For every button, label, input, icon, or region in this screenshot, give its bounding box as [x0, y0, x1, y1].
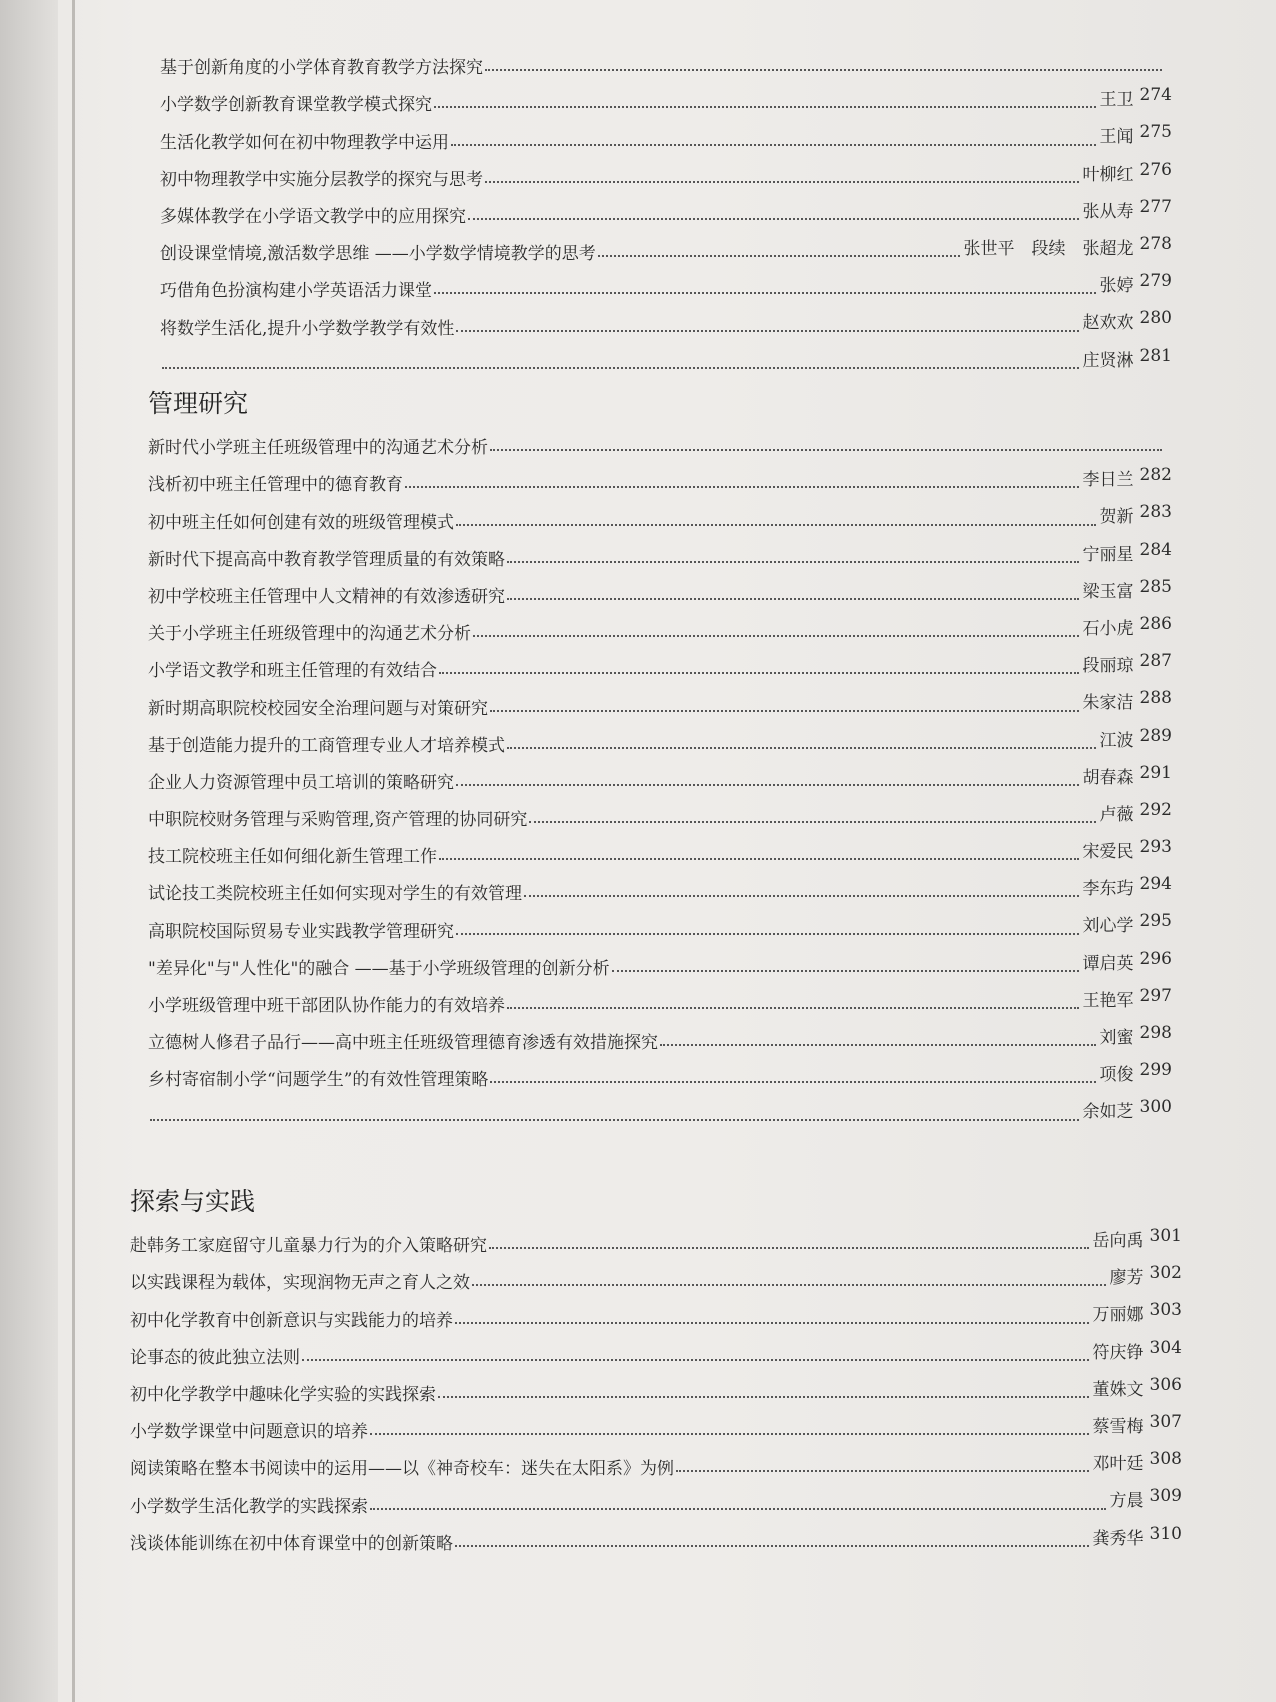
entry-title: 技工院校班主任如何细化新生管理工作 — [148, 847, 437, 868]
toc-entry — [130, 1222, 1182, 1259]
entry-author: 朱家洁 — [1082, 693, 1134, 714]
entry-author: 叶柳红 — [1082, 164, 1134, 185]
dot-leader — [473, 635, 1079, 637]
entry-author: 董姝文 — [1092, 1379, 1144, 1400]
entry-page-number: 304 — [1149, 1337, 1182, 1358]
toc-entry — [148, 1056, 1172, 1093]
entry-meta — [1083, 1093, 1172, 1122]
entry-page-number: 276 — [1139, 159, 1172, 180]
toc-entry — [148, 424, 1172, 461]
dot-leader — [370, 1508, 1106, 1510]
toc-entry — [148, 907, 1172, 944]
entry-meta — [1100, 81, 1172, 110]
toc-entry — [148, 1093, 1172, 1130]
dot-leader — [507, 598, 1079, 600]
dot-leader — [490, 710, 1079, 712]
entry-title: 初中班主任如何创建有效的班级管理模式 — [148, 512, 454, 533]
entry-meta — [1083, 304, 1172, 333]
entry-meta — [1100, 118, 1172, 147]
toc-entry — [148, 647, 1172, 684]
toc-entry — [148, 759, 1172, 796]
entry-author: 余如芝 — [1082, 1102, 1134, 1123]
entry-title: 浅析初中班主任管理中的德育教育 — [148, 475, 403, 496]
entry-title: 小学数学课堂中问题意识的培养 — [130, 1422, 368, 1443]
dot-leader — [489, 1247, 1089, 1249]
entry-page-number: 308 — [1149, 1449, 1182, 1470]
entry-meta — [1110, 1482, 1182, 1511]
toc-entry — [160, 304, 1172, 341]
dot-leader — [612, 970, 1079, 972]
entry-author: 段丽琼 — [1082, 656, 1134, 677]
entry-title: 生活化教学如何在初中物理教学中运用 — [160, 132, 449, 153]
dot-leader — [438, 1396, 1089, 1398]
toc-entry — [130, 1334, 1182, 1371]
entry-page-number: 299 — [1139, 1060, 1172, 1081]
entry-page-number: 309 — [1149, 1486, 1182, 1507]
entry-title: 基于创造能力提升的工商管理专业人才培养模式 — [148, 735, 505, 756]
entry-title: 新时代小学班主任班级管理中的沟通艺术分析 — [148, 438, 488, 459]
dot-leader — [455, 1545, 1089, 1547]
entry-title: "差异化"与"人性化"的融合 ——基于小学班级管理的创新分析 — [148, 958, 610, 979]
entry-author: 宁丽星 — [1082, 544, 1134, 565]
entry-meta — [1083, 759, 1172, 788]
entry-title: 论事态的彼此独立法则 — [130, 1347, 300, 1368]
dot-leader — [456, 330, 1078, 332]
entry-meta — [1083, 193, 1172, 222]
entry-meta — [1083, 461, 1172, 490]
entry-page-number: 298 — [1139, 1023, 1172, 1043]
dot-leader — [456, 784, 1079, 786]
dot-leader — [490, 1081, 1095, 1083]
entry-page-number: 294 — [1139, 874, 1172, 895]
entry-meta — [1100, 796, 1172, 825]
dot-leader — [150, 1119, 1079, 1121]
entry-title: 中职院校财务管理与采购管理,资产管理的协同研究 — [148, 810, 528, 831]
entry-page-number: 281 — [1139, 345, 1172, 366]
toc-entry — [160, 267, 1172, 304]
entry-page-number: 287 — [1139, 651, 1172, 672]
entry-author: 岳向禹 — [1092, 1231, 1144, 1251]
entry-meta — [1083, 342, 1172, 371]
dot-leader — [529, 821, 1095, 823]
entry-title: 基于创新角度的小学体育教育教学方法探究 — [160, 58, 483, 79]
entry-meta — [1083, 945, 1172, 974]
entry-title: 立德树人修君子品行——高中班主任班级管理德育渗透有效措施探究 — [148, 1033, 658, 1054]
entry-meta — [1093, 1520, 1182, 1549]
entry-page-number: 292 — [1139, 799, 1172, 820]
entry-meta — [1100, 1019, 1172, 1048]
toc-entry — [130, 1482, 1182, 1519]
entry-author: 廖芳 — [1109, 1268, 1144, 1289]
toc-section-practice — [130, 1182, 1182, 1557]
entry-author: 张世平 段续 张超龙 — [963, 238, 1134, 259]
dot-leader — [451, 144, 1096, 146]
toc-entry — [160, 230, 1172, 267]
entry-page-number: 310 — [1149, 1523, 1182, 1544]
entry-meta — [1083, 870, 1172, 899]
toc-entry — [148, 1019, 1172, 1056]
entry-meta — [1083, 536, 1172, 565]
entry-meta — [1083, 982, 1172, 1011]
toc-entry — [148, 498, 1172, 535]
dot-leader — [405, 486, 1079, 488]
entry-author: 李东玙 — [1082, 879, 1134, 900]
entry-page-number: 295 — [1139, 911, 1172, 932]
entry-meta — [1093, 1334, 1182, 1363]
entry-meta — [1093, 1445, 1182, 1474]
entry-page-number: 278 — [1139, 233, 1172, 254]
entry-title: 初中化学教学中趣味化学实验的实践探索 — [130, 1384, 436, 1405]
entry-author: 贺新 — [1099, 507, 1134, 528]
entry-title: 试论技工类院校班主任如何实现对学生的有效管理 — [148, 884, 522, 905]
dot-leader — [485, 69, 1162, 71]
toc-entry — [148, 610, 1172, 647]
toc-entry — [148, 833, 1172, 870]
entry-page-number: 296 — [1139, 948, 1172, 969]
entry-author: 江波 — [1099, 730, 1134, 751]
toc-entry — [160, 118, 1172, 155]
entry-author: 蔡雪梅 — [1092, 1416, 1144, 1437]
dot-leader — [434, 292, 1096, 294]
toc-entry — [130, 1259, 1182, 1296]
dot-leader — [456, 933, 1079, 935]
toc-section-teaching — [160, 44, 1172, 379]
entry-page-number: 284 — [1139, 539, 1172, 560]
toc-entry — [148, 722, 1172, 759]
entry-page-number: 297 — [1139, 985, 1172, 1006]
toc-entry — [148, 870, 1172, 907]
entry-page-number: 285 — [1139, 576, 1172, 597]
entry-title: 赴韩务工家庭留守儿童暴力行为的介入策略研究 — [130, 1236, 487, 1257]
toc-entry — [160, 81, 1172, 118]
dot-leader — [455, 1322, 1089, 1324]
entry-author: 张婷 — [1099, 276, 1134, 297]
entry-title: 巧借角色扮演构建小学英语活力课堂 — [160, 281, 432, 302]
dot-leader — [524, 895, 1079, 897]
toc-entry — [130, 1520, 1182, 1557]
entry-page-number: 275 — [1139, 122, 1172, 143]
toc-section-management — [148, 384, 1172, 1131]
entry-page-number: 289 — [1139, 725, 1172, 746]
entry-meta — [1166, 44, 1172, 48]
dot-leader — [676, 1470, 1089, 1472]
dot-leader — [456, 524, 1096, 526]
entry-page-number: 286 — [1139, 613, 1172, 634]
toc-entry — [130, 1408, 1182, 1445]
entry-page-number: 280 — [1139, 308, 1172, 329]
entry-title: 小学语文教学和班主任管理的有效结合 — [148, 661, 437, 682]
toc-entry — [160, 156, 1172, 193]
entry-meta — [1083, 647, 1172, 676]
entry-page-number: 307 — [1149, 1411, 1182, 1432]
entry-title: 初中学校班主任管理中人文精神的有效渗透研究 — [148, 586, 505, 607]
entry-meta — [1100, 1056, 1172, 1085]
dot-leader — [468, 218, 1079, 220]
entry-author: 石小虎 — [1082, 618, 1134, 639]
toc-entry — [148, 982, 1172, 1019]
toc-entry — [148, 796, 1172, 833]
entry-title: 初中物理教学中实施分层教学的探究与思考 — [160, 169, 483, 190]
entry-meta — [1083, 610, 1172, 639]
entry-page-number: 302 — [1149, 1263, 1182, 1284]
dot-leader — [507, 747, 1096, 749]
entry-author: 刘心学 — [1082, 916, 1134, 937]
entry-title: 初中化学教育中创新意识与实践能力的培养 — [130, 1310, 453, 1331]
entry-author: 万丽娜 — [1092, 1305, 1144, 1326]
entry-meta — [1093, 1408, 1182, 1437]
toc-entry — [130, 1296, 1182, 1333]
entry-author: 卢薇 — [1099, 804, 1134, 825]
dot-leader — [507, 1007, 1079, 1009]
entry-title: 新时代下提高高中教育教学管理质量的有效策略 — [148, 549, 505, 570]
entry-page-number: 301 — [1149, 1226, 1182, 1246]
entry-author: 胡春森 — [1082, 767, 1134, 788]
entry-author: 梁玉富 — [1082, 581, 1134, 602]
entry-title: 以实践课程为载体，实现润物无声之育人之效 — [130, 1273, 470, 1294]
entry-author: 李日兰 — [1082, 470, 1134, 491]
toc-entry — [148, 945, 1172, 982]
entry-meta — [1083, 684, 1172, 713]
toc-entry — [148, 573, 1172, 610]
entry-meta — [964, 230, 1172, 259]
entry-author: 王艳军 — [1082, 990, 1134, 1011]
entry-meta — [1083, 156, 1172, 185]
toc-entry — [160, 193, 1172, 230]
entry-title: 乡村寄宿制小学“问题学生”的有效性管理策略 — [148, 1070, 489, 1091]
entry-page-number: 300 — [1139, 1097, 1172, 1118]
dot-leader — [598, 255, 960, 257]
dot-leader — [439, 672, 1079, 674]
entry-author: 谭启英 — [1082, 953, 1134, 974]
entry-page-number: 303 — [1149, 1300, 1182, 1321]
entry-meta — [1100, 722, 1172, 751]
entry-title: 小学班级管理中班干部团队协作能力的有效培养 — [148, 996, 505, 1016]
dot-leader — [660, 1044, 1096, 1046]
entry-title: 小学数学生活化教学的实践探索 — [130, 1496, 368, 1517]
dot-leader — [485, 181, 1079, 183]
entry-title: 将数学生活化,提升小学数学教学有效性 — [160, 318, 455, 339]
toc-entry — [148, 536, 1172, 573]
entry-meta — [1093, 1371, 1182, 1400]
entry-page-number: 306 — [1149, 1374, 1182, 1395]
entry-title: 关于小学班主任班级管理中的沟通艺术分析 — [148, 624, 471, 645]
entry-meta — [1083, 907, 1172, 936]
entry-page-number: 277 — [1139, 196, 1172, 217]
entry-author: 项俊 — [1099, 1065, 1134, 1086]
entry-title: 小学数学创新教育课堂教学模式探究 — [160, 95, 432, 116]
dot-leader — [302, 1359, 1089, 1361]
entry-author: 张从寿 — [1082, 201, 1134, 222]
entry-author: 刘蜜 — [1099, 1028, 1134, 1048]
toc-entry — [160, 342, 1172, 379]
entry-author: 庄贤淋 — [1082, 350, 1134, 371]
entry-author: 邓叶廷 — [1092, 1454, 1144, 1475]
entry-author: 宋爱民 — [1082, 842, 1134, 863]
entry-meta — [1083, 833, 1172, 862]
entry-title: 企业人力资源管理中员工培训的策略研究 — [148, 772, 454, 793]
entry-title: 高职院校国际贸易专业实践教学管理研究 — [148, 921, 454, 942]
entry-page-number: 274 — [1139, 85, 1172, 106]
toc-entry — [148, 461, 1172, 498]
entry-page-number: 279 — [1139, 271, 1172, 292]
dot-leader — [439, 858, 1079, 860]
entry-meta — [1093, 1222, 1182, 1251]
toc-entry — [130, 1445, 1182, 1482]
entry-page-number: 288 — [1139, 688, 1172, 709]
toc-entry — [160, 44, 1172, 81]
section-title: 管理研究 — [148, 389, 249, 418]
entry-page-number: 293 — [1139, 837, 1172, 858]
entry-meta — [1166, 424, 1172, 428]
entry-author: 方晨 — [1109, 1491, 1144, 1512]
entry-meta — [1110, 1259, 1182, 1288]
entry-title: 阅读策略在整本书阅读中的运用——以《神奇校车：迷失在太阳系》为例 — [130, 1459, 674, 1480]
dot-leader — [434, 106, 1096, 108]
entry-title: 浅谈体能训练在初中体育课堂中的创新策略 — [130, 1533, 453, 1554]
dot-leader — [490, 449, 1162, 451]
entry-page-number: 282 — [1139, 465, 1172, 486]
toc-entry — [148, 684, 1172, 721]
entry-meta — [1100, 267, 1172, 296]
toc-entry — [130, 1371, 1182, 1408]
entry-author: 赵欢欢 — [1082, 313, 1134, 334]
entry-author: 符庆铮 — [1092, 1342, 1144, 1363]
entry-author: 龚秀华 — [1092, 1528, 1144, 1549]
entry-meta — [1100, 498, 1172, 527]
entry-meta — [1093, 1296, 1182, 1325]
entry-author: 王卫 — [1099, 90, 1134, 111]
entry-page-number: 283 — [1139, 502, 1172, 523]
entry-author: 王闻 — [1099, 127, 1134, 148]
dot-leader — [162, 367, 1079, 369]
entry-title: 多媒体教学在小学语文教学中的应用探究 — [160, 206, 466, 227]
entry-title: 创设课堂情境,激活数学思维 ——小学数学情境教学的思考 — [160, 244, 596, 265]
section-title: 探索与实践 — [130, 1187, 256, 1216]
entry-title: 新时期高职院校校园安全治理问题与对策研究 — [148, 698, 488, 719]
entry-meta — [1083, 573, 1172, 602]
dot-leader — [507, 561, 1079, 563]
entry-page-number: 291 — [1139, 762, 1172, 783]
dot-leader — [472, 1284, 1106, 1286]
dot-leader — [370, 1433, 1089, 1435]
